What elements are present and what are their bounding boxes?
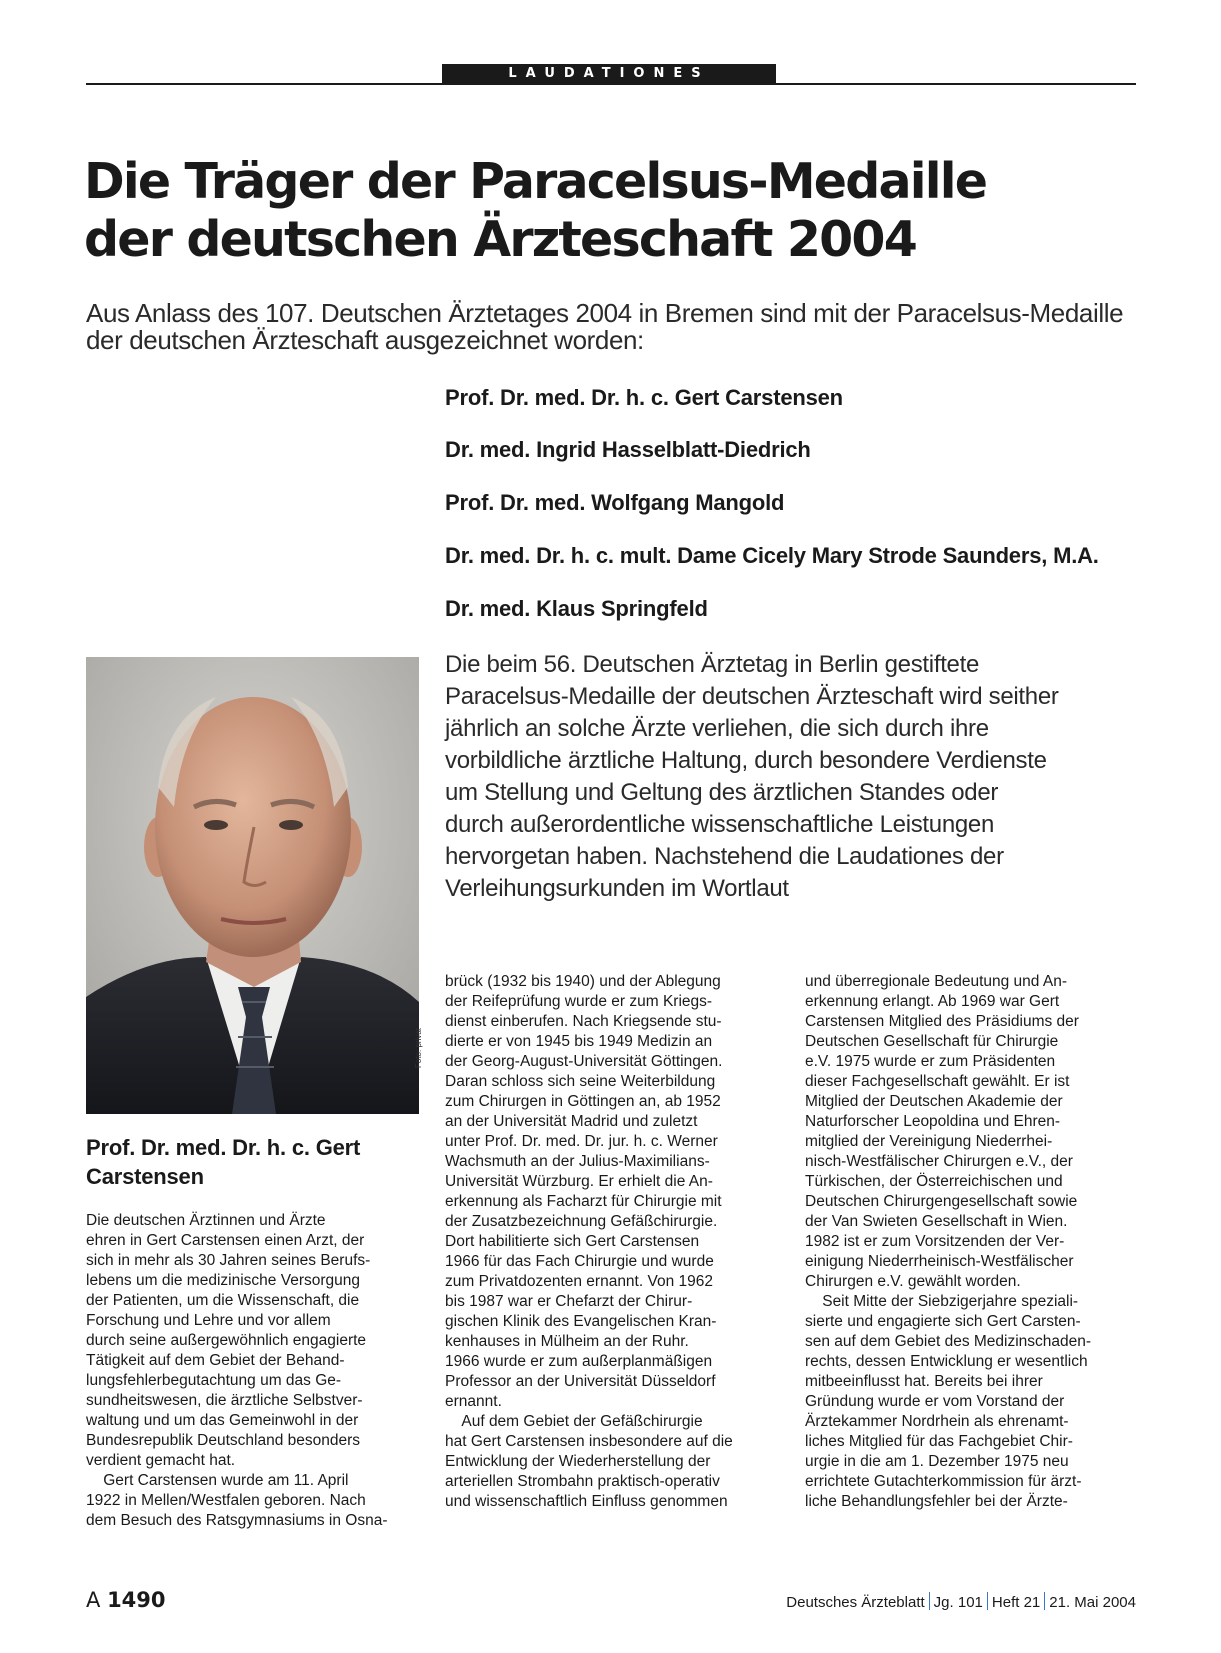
column-2-line: Wachsmuth an der Julius-Maximilians-: [445, 1153, 710, 1170]
section-label: LAUDATIONES: [442, 64, 776, 83]
column-2-line: 1966 wurde er zum außerplanmäßigen: [445, 1353, 713, 1370]
footer-volume: Jg. 101: [933, 1594, 983, 1611]
column-2-line: der Reifeprüfung wurde er zum Kriegs-: [445, 993, 713, 1010]
column-1-line: verdient gemacht hat.: [86, 1452, 236, 1469]
column-2-line: arteriellen Strombahn praktisch-operativ: [445, 1473, 720, 1490]
column-1-line: waltung und um das Gemeinwohl in der: [86, 1412, 359, 1429]
column-3-line: und überregionale Bedeutung und An-: [805, 973, 1067, 990]
column-2-line: dierte er von 1945 bis 1949 Medizin an: [445, 1033, 713, 1050]
column-2-line: 1966 für das Fach Chirurgie und wurde: [445, 1253, 714, 1270]
column-3-line: erkennung erlangt. Ab 1969 war Gert: [805, 993, 1060, 1010]
column-3-line: Deutschen Gesellschaft für Chirurgie: [805, 1033, 1059, 1050]
column-1-line: Bundesrepublik Deutschland besonders: [86, 1432, 361, 1449]
footer-divider: [1044, 1592, 1045, 1610]
column-2-line: zum Chirurgen in Göttingen an, ab 1952: [445, 1093, 721, 1110]
column-3-line: urgie in die am 1. Dezember 1975 neu: [805, 1453, 1069, 1470]
portrait-photo: [86, 657, 419, 1114]
footer-journal-info: [770, 1592, 1136, 1611]
page-title-line-1: Die Träger der Paracelsus-Medaille: [84, 153, 987, 210]
column-3-line: liches Mitglied für das Fachgebiet Chir-: [805, 1433, 1073, 1450]
column-2-line: unter Prof. Dr. med. Dr. jur. h. c. Werner: [445, 1133, 718, 1150]
column-3-line: Chirurgen e.V. gewählt worden.: [805, 1273, 1021, 1290]
column-3-line: nisch-Westfälischer Chirurgen e.V., der: [805, 1153, 1073, 1170]
honoree-name: Prof. Dr. med. Dr. h. c. Gert Carstensen: [445, 385, 843, 410]
column-2-line: kenhauses in Mülheim an der Ruhr.: [445, 1333, 689, 1350]
subtitle-line-2: der deutschen Ärzteschaft ausgezeichnet worden:: [86, 325, 644, 355]
column-3-line: rechts, dessen Entwicklung er wesentlich: [805, 1353, 1088, 1370]
column-1-line: Die deutschen Ärztinnen und Ärzte: [86, 1212, 326, 1229]
column-3-line: errichtete Gutachterkommission für ärzt-: [805, 1473, 1082, 1490]
column-3-line: Deutschen Chirurgengesellschaft sowie: [805, 1193, 1078, 1210]
column-1-line: Tätigkeit auf dem Gebiet der Behand-: [86, 1352, 345, 1369]
column-3-line: liche Behandlungsfehler bei der Ärzte-: [805, 1493, 1068, 1510]
column-3-line: 1982 ist er zum Vorsitzenden der Ver-: [805, 1233, 1065, 1250]
honoree-name: Prof. Dr. med. Wolfgang Mangold: [445, 490, 785, 515]
column-3-line: Mitglied der Deutschen Akademie der: [805, 1093, 1063, 1110]
page-prefix: A: [86, 1588, 101, 1612]
intro-text-line: Paracelsus-Medaille der deutschen Ärzteschaft wird seither: [445, 683, 1059, 710]
column-1-line: 1922 in Mellen/Westfalen geboren. Nach: [86, 1492, 366, 1509]
column-1-line: Gert Carstensen wurde am 11. April: [86, 1472, 349, 1489]
column-1-line: der Patienten, um die Wissenschaft, die: [86, 1292, 360, 1309]
column-3-line: e.V. 1975 wurde er zum Präsidenten: [805, 1053, 1056, 1070]
column-2-line: Auf dem Gebiet der Gefäßchirurgie: [445, 1413, 703, 1430]
footer-date: 21. Mai 2004: [1049, 1594, 1136, 1611]
footer-journal: Deutsches Ärzteblatt: [786, 1594, 925, 1611]
column-2-line: und wissenschaftlich Einfluss genommen: [445, 1493, 728, 1510]
column-3-line: Seit Mitte der Siebzigerjahre speziali-: [805, 1293, 1079, 1310]
column-1-line: dem Besuch des Ratsgymnasiums in Osna-: [86, 1512, 388, 1529]
intro-text-line: jährlich an solche Ärzte verliehen, die sich durch ihre: [445, 715, 989, 742]
column-3-line: mitglied der Vereinigung Niederrhei-: [805, 1133, 1053, 1150]
header-rule: [86, 83, 1136, 85]
column-2-line: erkennung als Facharzt für Chirurgie mit: [445, 1193, 722, 1210]
column-2-line: brück (1932 bis 1940) und der Ablegung: [445, 973, 721, 990]
footer-divider: [929, 1592, 930, 1610]
column-2-line: Entwicklung der Wiederherstellung der: [445, 1453, 711, 1470]
column-3-line: Ärztekammer Nordrhein als ehrenamt-: [805, 1413, 1069, 1430]
column-2-line: Daran schloss sich seine Weiterbildung: [445, 1073, 716, 1090]
column-2-line: Professor an der Universität Düsseldorf: [445, 1373, 716, 1390]
column-2-line: Dort habilitierte sich Gert Carstensen: [445, 1233, 700, 1250]
column-2-line: gischen Klinik des Evangelischen Kran-: [445, 1313, 717, 1330]
column-1-line: lebens um die medizinische Versorgung: [86, 1272, 360, 1289]
column-3-line: dieser Fachgesellschaft gewählt. Er ist: [805, 1073, 1070, 1090]
column-3-line: mitbeeinflusst hat. Bereits bei ihrer: [805, 1373, 1043, 1390]
column-2-line: der Zusatzbezeichnung Gefäßchirurgie.: [445, 1213, 718, 1230]
column-3-line: einigung Niederrheinisch-Westfälischer: [805, 1253, 1074, 1270]
intro-text-line: Verleihungsurkunden im Wortlaut: [445, 875, 789, 902]
column-2-line: hat Gert Carstensen insbesondere auf die: [445, 1433, 733, 1450]
page-title-line-2: der deutschen Ärzteschaft 2004: [84, 211, 917, 268]
column-2-line: ernannt.: [445, 1393, 502, 1410]
honoree-name: Dr. med. Klaus Springfeld: [445, 596, 708, 621]
intro-text-line: um Stellung und Geltung des ärztlichen Standes oder: [445, 779, 999, 806]
portrait-caption: Prof. Dr. med. Dr. h. c. Gert Carstensen: [86, 1135, 361, 1189]
column-2-line: zum Privatdozenten ernannt. Von 1962: [445, 1273, 713, 1290]
footer-issue: Heft 21: [991, 1594, 1041, 1611]
column-3-line: Gründung wurde er vom Vorstand der: [805, 1393, 1065, 1410]
page-number-value: 1490: [107, 1588, 166, 1612]
honoree-name: Dr. med. Ingrid Hasselblatt-Diedrich: [445, 437, 811, 462]
column-3-line: sierte und engagierte sich Gert Carsten-: [805, 1313, 1081, 1330]
column-3-line: Carstensen Mitglied des Präsidiums der: [805, 1013, 1079, 1030]
photo-credit: Foto: privat: [414, 1027, 423, 1068]
column-2-line: der Georg-August-Universität Göttingen.: [445, 1053, 723, 1070]
column-3-line: Türkischen, der Österreichischen und: [805, 1173, 1063, 1190]
column-1-line: ehren in Gert Carstensen einen Arzt, der: [86, 1232, 365, 1249]
column-1-line: Forschung und Lehre und vor allem: [86, 1312, 331, 1329]
intro-text-line: vorbildliche ärztliche Haltung, durch besondere Verdienste: [445, 747, 1047, 774]
column-2-line: dienst einberufen. Nach Kriegsende stu-: [445, 1013, 722, 1030]
column-1-line: sundheitswesen, die ärztliche Selbstver-: [86, 1392, 363, 1409]
column-3-line: der Van Swieten Gesellschaft in Wien.: [805, 1213, 1068, 1230]
column-3-line: Naturforscher Leopoldina und Ehren-: [805, 1113, 1061, 1130]
intro-text-line: durch außerordentliche wissenschaftliche Leistungen: [445, 811, 995, 838]
column-2-line: Universität Würzburg. Er erhielt die An-: [445, 1173, 713, 1190]
footer-divider: [987, 1592, 988, 1610]
page-number: [86, 1588, 166, 1612]
intro-text-line: Die beim 56. Deutschen Ärztetag in Berlin gestiftete: [445, 651, 980, 678]
column-2-line: bis 1987 war er Chefarzt der Chirur-: [445, 1293, 693, 1310]
subtitle-line-1: Aus Anlass des 107. Deutschen Ärztetages 2004 in Bremen sind mit der Paracelsus-Medaille: [86, 298, 1124, 328]
honoree-name: Dr. med. Dr. h. c. mult. Dame Cicely Mary Strode Saunders, M.A.: [445, 543, 1099, 568]
column-1-line: lungsfehlerbegutachtung um das Ge-: [86, 1372, 342, 1389]
column-2-line: an der Universität Madrid und zuletzt: [445, 1113, 698, 1130]
column-3-line: sen auf dem Gebiet des Medizinschaden-: [805, 1333, 1092, 1350]
intro-text-line: hervorgetan haben. Nachstehend die Laudationes der: [445, 843, 1004, 870]
column-1-line: durch seine außergewöhnlich engagierte: [86, 1332, 367, 1349]
column-1-line: sich in mehr als 30 Jahren seines Berufs-: [86, 1252, 371, 1269]
